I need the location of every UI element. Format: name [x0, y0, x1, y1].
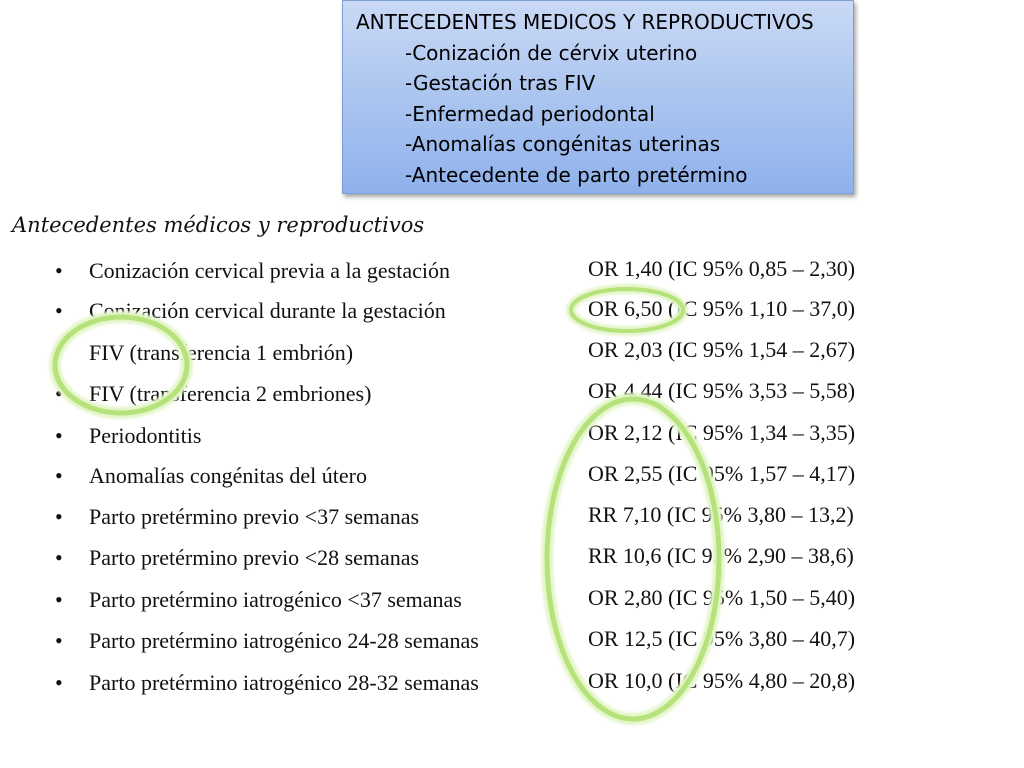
- odds-ratio-value: OR 10,0 (IC 95% 4,80 – 20,8): [588, 668, 856, 693]
- odds-ratio-value: OR 2,03 (IC 95% 1,54 – 2,67): [588, 337, 856, 362]
- bullet-icon: •: [55, 628, 63, 653]
- bullet-icon: •: [55, 587, 63, 612]
- bullet-icon: •: [55, 545, 63, 570]
- risk-factor-label: Parto pretérmino iatrogénico <37 semanas: [89, 587, 462, 612]
- bullet-icon: •: [55, 340, 63, 365]
- odds-ratio-value: OR 1,40 (IC 95% 0,85 – 2,30): [588, 256, 856, 281]
- callout-item-anomalias: -Anomalías congénitas uterinas: [405, 132, 721, 156]
- odds-ratio-value: OR 6,50 (IC 95% 1,10 – 37,0): [588, 296, 856, 321]
- risk-factor-label: FIV (transferencia 2 embriones): [89, 381, 372, 406]
- bullet-icon: •: [55, 670, 63, 695]
- odds-ratio-value: OR 2,80 (IC 95% 1,50 – 5,40): [588, 585, 856, 610]
- bullet-icon: •: [55, 504, 63, 529]
- bullet-icon: •: [55, 258, 63, 283]
- bullet-icon: •: [55, 463, 63, 488]
- summary-callout-box: [342, 0, 854, 194]
- risk-factor-label: Anomalías congénitas del útero: [89, 463, 367, 488]
- bullet-icon: •: [55, 381, 63, 406]
- callout-item-periodontal: -Enfermedad periodontal: [405, 101, 655, 126]
- odds-ratio-value: OR 12,5 (IC 95% 3,80 – 40,7): [588, 626, 856, 651]
- odds-ratio-value: OR 2,55 (IC 95% 1,57 – 4,17): [588, 461, 856, 486]
- bullet-icon: •: [55, 298, 63, 323]
- odds-ratio-value: OR 4,44 (IC 95% 3,53 – 5,58): [588, 378, 856, 403]
- odds-ratio-value: OR 2,12 (IC 95% 1,34 – 3,35): [588, 420, 856, 445]
- odds-ratio-value: RR 10,6 (IC 95% 2,90 – 38,6): [588, 543, 854, 568]
- risk-factor-label: Conización cervical durante la gestación: [89, 298, 446, 323]
- risk-factor-label: FIV (transferencia 1 embrión): [89, 340, 354, 365]
- callout-item-parto-pretermino: -Antecedente de parto pretérmino: [405, 162, 748, 187]
- callout-title: ANTECEDENTES MEDICOS Y REPRODUCTIVOS: [356, 10, 814, 34]
- risk-factor-label: Parto pretérmino iatrogénico 24-28 semanas: [89, 628, 479, 653]
- risk-factor-label: Parto pretérmino iatrogénico 28-32 semanas: [89, 670, 479, 695]
- callout-item-conizacion: -Conización de cérvix uterino: [405, 40, 698, 65]
- risk-factor-label: Parto pretérmino previo <28 semanas: [89, 545, 420, 570]
- section-subtitle: Antecedentes médicos y reproductivos: [12, 213, 425, 237]
- risk-factor-label: Conización cervical previa a la gestación: [89, 258, 450, 283]
- odds-ratio-value: RR 7,10 (IC 95% 3,80 – 13,2): [588, 502, 854, 527]
- callout-item-fiv: -Gestación tras FIV: [405, 71, 596, 95]
- bullet-icon: •: [55, 423, 63, 448]
- risk-factor-label: Periodontitis: [89, 423, 202, 448]
- risk-factor-label: Parto pretérmino previo <37 semanas: [89, 504, 420, 529]
